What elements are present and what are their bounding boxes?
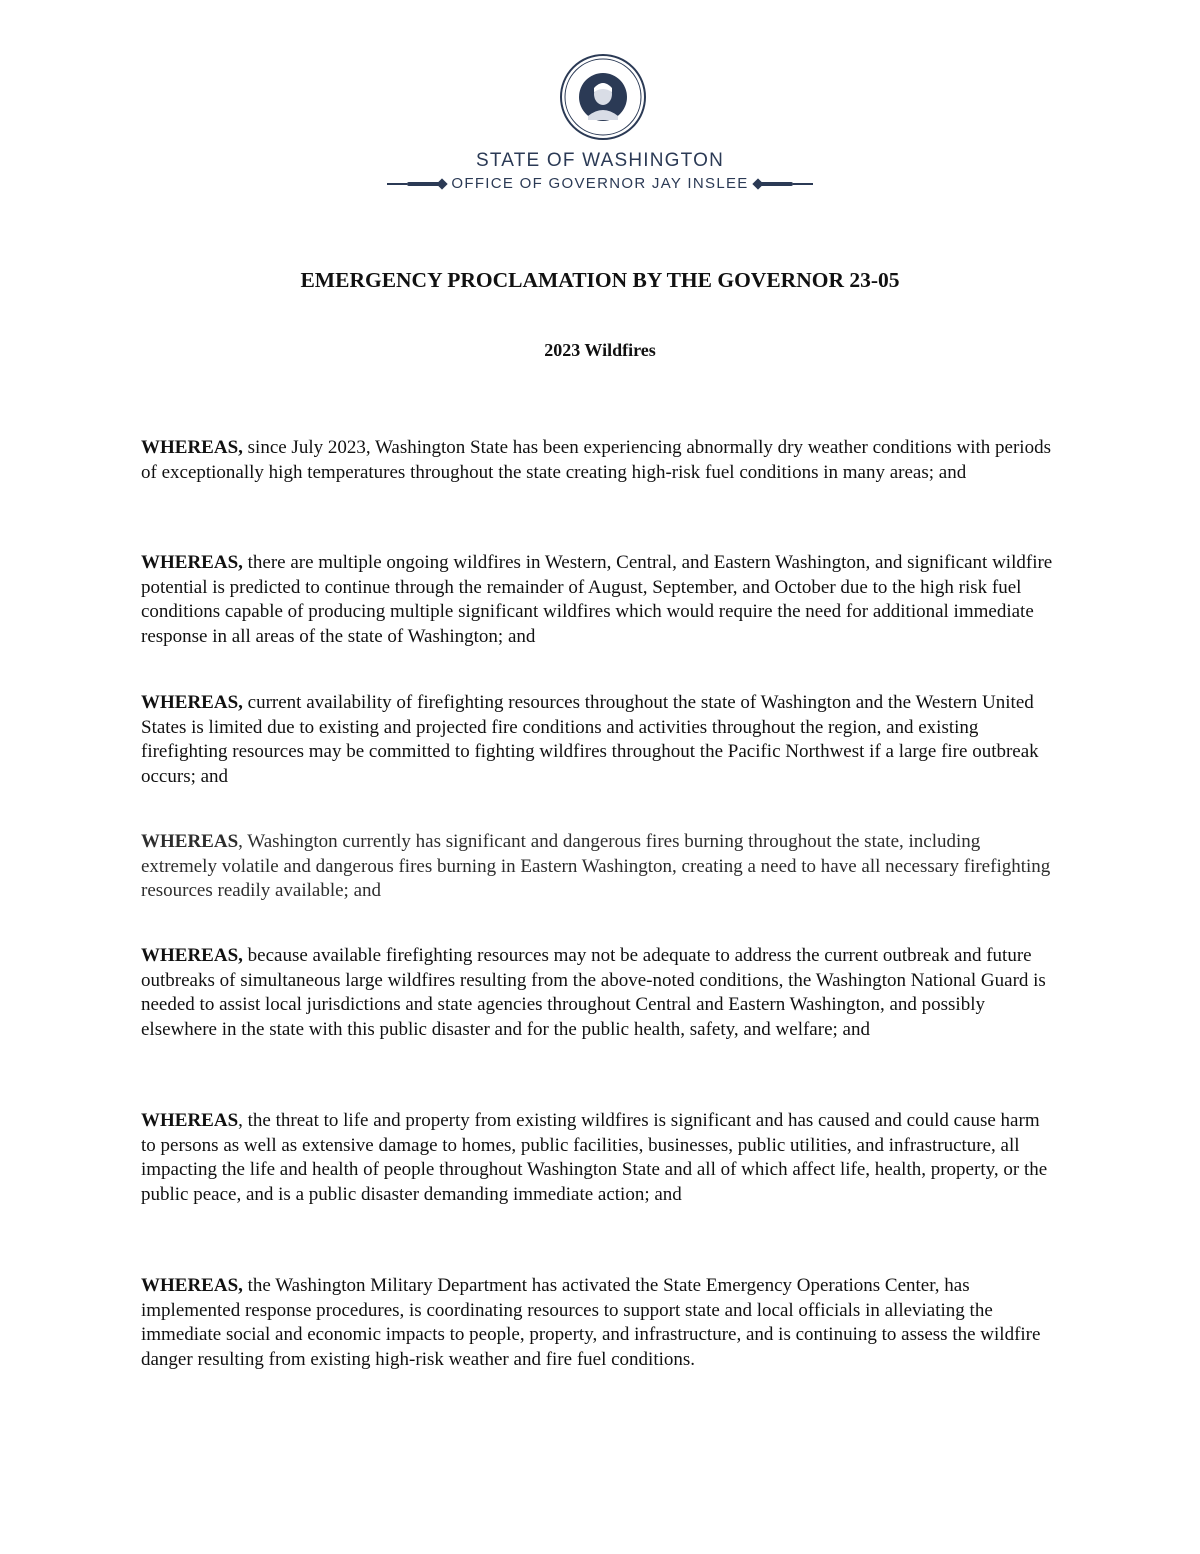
proclamation-subtitle: 2023 Wildfires (544, 340, 656, 360)
whereas-paragraph (141, 691, 1059, 789)
decorative-rule-left (407, 182, 443, 186)
proclamation-title: EMERGENCY PROCLAMATION BY THE GOVERNOR 23-05 (300, 268, 900, 292)
paragraph-text: since July 2023, Washington State has been experiencing abnormally dry weather conditions with periods of exceptionally high temperatures throughout the state creating high-risk fuel conditions in many areas; and (141, 437, 1051, 483)
whereas-paragraph (141, 1109, 1059, 1207)
whereas-lead: WHEREAS (141, 831, 239, 852)
paragraph-text: the Washington Military Department has activated the State Emergency Operations Center, has implemented response procedures, is coordinating resources to support state and local officials in alleviating the immediate social and economic impacts to people, property, and infrastructure, and is continuing to assess the wildfire danger resulting from existing high-risk weather and fire fuel conditions. (141, 1275, 1041, 1370)
paragraph-text: there are multiple ongoing wildfires in Western, Central, and Eastern Washington, and significant wildfire potential is predicted to continue through the remainder of August, September, and October due to the high risk fuel conditions capable of producing multiple significant wildfires which would require the need for additional immediate response in all areas of the state of Washington; and (141, 552, 1053, 647)
letterhead-office: OFFICE OF GOVERNOR JAY INSLEE (451, 175, 749, 192)
whereas-paragraph (141, 1274, 1059, 1372)
whereas-lead: WHEREAS, (141, 437, 243, 458)
paragraph-text: , Washington currently has significant and dangerous fires burning throughout the state, including extremely volatile and dangerous fires burning in Eastern Washington, creating a need to have all necessary firefighting resources readily available; and (141, 831, 1051, 901)
whereas-paragraph (141, 830, 1059, 904)
whereas-paragraph (141, 551, 1059, 649)
whereas-paragraph (141, 944, 1059, 1042)
paragraph-text: , the threat to life and property from existing wildfires is significant and has caused and could cause harm to persons as well as extensive damage to homes, public facilities, businesses, public utilities, and infrastructure, all impacting the life and health of people throughout Washington State and all of which affect life, health, property, or the public peace, and is a public disaster demanding immediate action; and (141, 1110, 1048, 1205)
decorative-rule-right (757, 182, 793, 186)
letterhead-state: STATE OF WASHINGTON (476, 150, 724, 171)
whereas-lead: WHEREAS (141, 1110, 239, 1131)
whereas-lead: WHEREAS, (141, 945, 243, 966)
whereas-lead: WHEREAS, (141, 552, 243, 573)
paragraph-text: because available firefighting resources may not be adequate to address the current outbreak and future outbreaks of simultaneous large wildfires resulting from the above-noted conditions, the Washington National Guard is needed to assist local jurisdictions and state agencies throughout Central and Eastern Washington, and possibly elsewhere in the state with this public disaster and for the public health, safety, and welfare; and (141, 945, 1046, 1040)
whereas-paragraph (141, 436, 1059, 485)
whereas-lead: WHEREAS, (141, 692, 243, 713)
letterhead-office-row (0, 175, 1200, 192)
state-seal-logo (560, 54, 646, 140)
paragraph-text: current availability of firefighting resources throughout the state of Washington and the Western United States is limited due to existing and projected fire conditions and activities throughout the region, and existing firefighting resources may be committed to fighting wildfires throughout the Pacific Northwest if a large fire outbreak occurs; and (141, 692, 1039, 787)
whereas-lead: WHEREAS, (141, 1275, 243, 1296)
